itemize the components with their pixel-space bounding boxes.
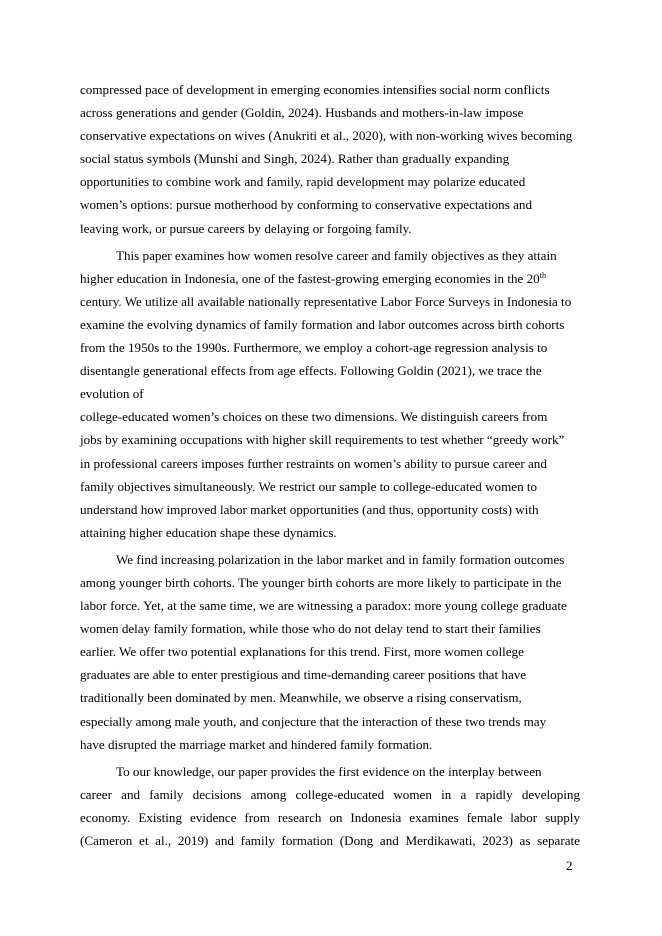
- page-number: 2: [566, 858, 573, 873]
- text-line: especially among male youth, and conjecture that the interaction of these two trends may: [80, 713, 547, 729]
- text-line: leaving work, or pursue careers by delaying or forgoing family.: [80, 220, 412, 236]
- text-line: century. We utilize all available nationally representative Labor Force Surveys in Indonesia to: [80, 293, 572, 309]
- text-line: evolution of: [80, 386, 144, 402]
- text-line: disentangle generational effects from age effects. Following Goldin (2021), we trace the: [80, 363, 542, 379]
- text-line: family objectives simultaneously. We restrict our sample to college-educated women to: [80, 478, 538, 494]
- text-line: career and family decisions among college-educated women in a rapidly developing: [80, 786, 580, 802]
- text-line: We find increasing polarization in the labor market and in family formation outcomes: [116, 551, 565, 567]
- text-line: from the 1950s to the 1990s. Furthermore, we employ a cohort-age regression analysis to: [80, 340, 548, 356]
- text-line: higher education in Indonesia, one of the fastest-growing emerging economies in the 20th: [80, 270, 546, 286]
- text-line: understand how improved labor market opportunities (and thus, opportunity costs) with: [80, 501, 539, 517]
- text-line: labor force. Yet, at the same time, we are witnessing a paradox: more young college graduate: [80, 598, 567, 614]
- text-line: To our knowledge, our paper provides the first evidence on the interplay between: [116, 763, 542, 779]
- paragraph: [80, 760, 580, 852]
- text-line: attaining higher education shape these dynamics.: [80, 524, 337, 540]
- text-line: traditionally been dominated by men. Meanwhile, we observe a rising conservatism,: [80, 690, 522, 706]
- paragraph: [80, 244, 580, 544]
- text-line: have disrupted the marriage market and hindered family formation.: [80, 736, 433, 752]
- text-line: in professional careers imposes further restraints on women’s ability to pursue career and: [80, 455, 547, 471]
- text-line: women delay family formation, while those who do not delay tend to start their families: [80, 621, 541, 637]
- text-line: conservative expectations on wives (Anukriti et al., 2020), with non-working wives becoming: [80, 128, 573, 144]
- text-line: compressed pace of development in emerging economies intensifies social norm conflicts: [80, 82, 550, 97]
- text-line: graduates are able to enter prestigious and time-demanding career positions that have: [80, 667, 527, 683]
- text-line: earlier. We offer two potential explanations for this trend. First, more women college: [80, 644, 524, 660]
- paragraph: [80, 78, 580, 240]
- text-line: jobs by examining occupations with higher skill requirements to test whether “greedy work”: [80, 432, 565, 448]
- text-line: opportunities to combine work and family, rapid development may polarize educated: [80, 174, 526, 190]
- text-line: social status symbols (Munshi and Singh, 2024). Rather than gradually expanding: [80, 151, 510, 167]
- text-line: college-educated women’s choices on these two dimensions. We distinguish careers from: [80, 409, 548, 425]
- superscript: th: [539, 270, 546, 280]
- text-line: This paper examines how women resolve career and family objectives as they attain: [116, 247, 557, 263]
- text-line: examine the evolving dynamics of family formation and labor outcomes across birth cohorts: [80, 316, 565, 332]
- text-line: economy. Existing evidence from research on Indonesia examines female labor supply: [80, 809, 580, 825]
- paragraph: [80, 548, 580, 756]
- body-text: [80, 78, 580, 852]
- text-line: among younger birth cohorts. The younger birth cohorts are more likely to participate in the: [80, 574, 562, 590]
- text-line: (Cameron et al., 2019) and family formation (Dong and Merdikawati, 2023) as separate: [80, 833, 580, 848]
- text-line: women’s options: pursue motherhood by conforming to conservative expectations and: [80, 197, 533, 213]
- text-line: across generations and gender (Goldin, 2024). Husbands and mothers-in-law impose: [80, 105, 524, 121]
